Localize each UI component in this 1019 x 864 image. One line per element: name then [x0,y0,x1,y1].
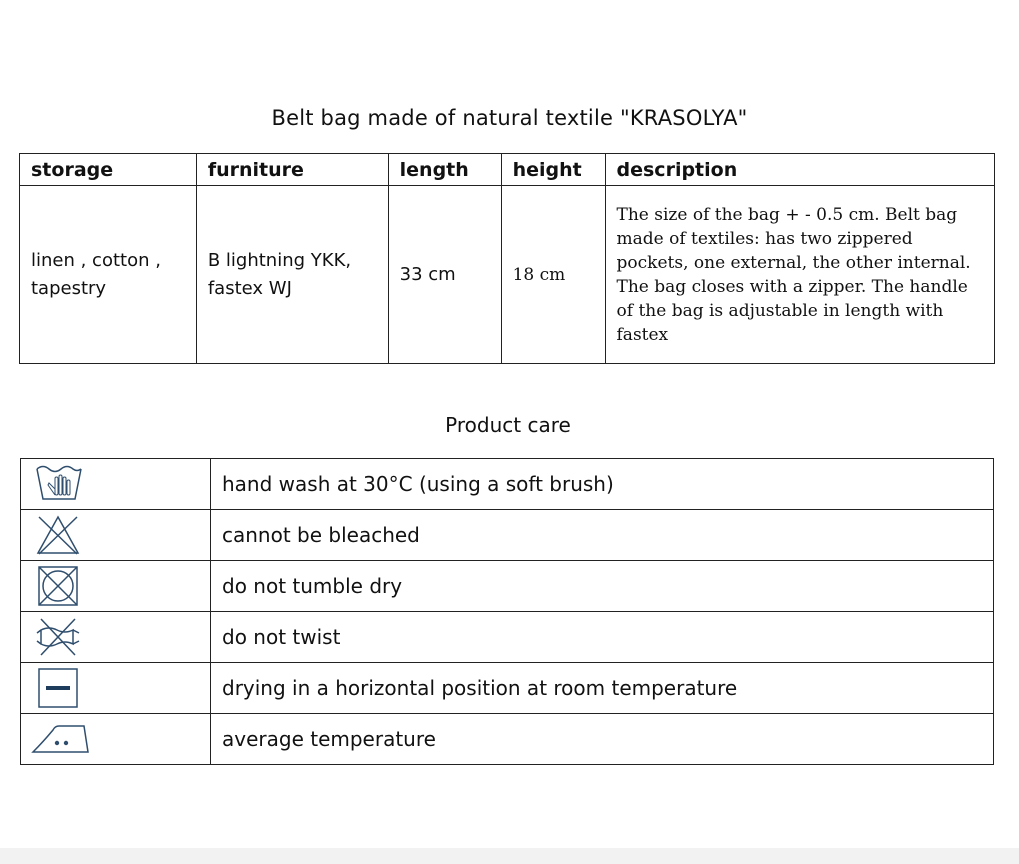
page-title: Belt bag made of natural textile "KRASOLYA" [271,106,748,130]
header-description: description [605,154,994,186]
cell-storage: linen , cotton , tapestry [20,186,197,364]
iron-medium-icon [31,722,210,756]
cell-description: The size of the bag + - 0.5 cm. Belt bag made of textiles: has two zippered pockets, one external, the other internal. The bag closes with a zipper. The handle of the bag is adjustable in length with fastex [605,186,994,364]
care-row [21,714,994,765]
no-wring-icon [35,616,210,658]
cell-height: 18 cm [501,186,605,364]
spec-header-row [20,154,995,186]
care-row [21,663,994,714]
header-height: height [501,154,605,186]
hand-wash-icon [35,463,210,505]
no-tumble-dry-icon [35,564,210,608]
care-row [21,510,994,561]
care-text: hand wash at 30°C (using a soft brush) [211,459,994,510]
care-text: do not tumble dry [211,561,994,612]
spec-table [19,153,995,364]
header-length: length [388,154,501,186]
care-table [20,458,994,765]
care-row [21,561,994,612]
care-row [21,459,994,510]
care-text: drying in a horizontal position at room temperature [211,663,994,714]
header-storage: storage [20,154,197,186]
dry-flat-icon [35,666,210,710]
care-text: do not twist [211,612,994,663]
no-bleach-icon [35,514,210,556]
care-text: average temperature [211,714,994,765]
header-furniture: furniture [196,154,388,186]
cell-length: 33 cm [388,186,501,364]
care-title: Product care [445,413,571,437]
care-row [21,612,994,663]
care-text: cannot be bleached [211,510,994,561]
bottom-strip [0,848,1019,864]
spec-data-row [20,186,995,364]
cell-furniture: B lightning YKK, fastex WJ [196,186,388,364]
